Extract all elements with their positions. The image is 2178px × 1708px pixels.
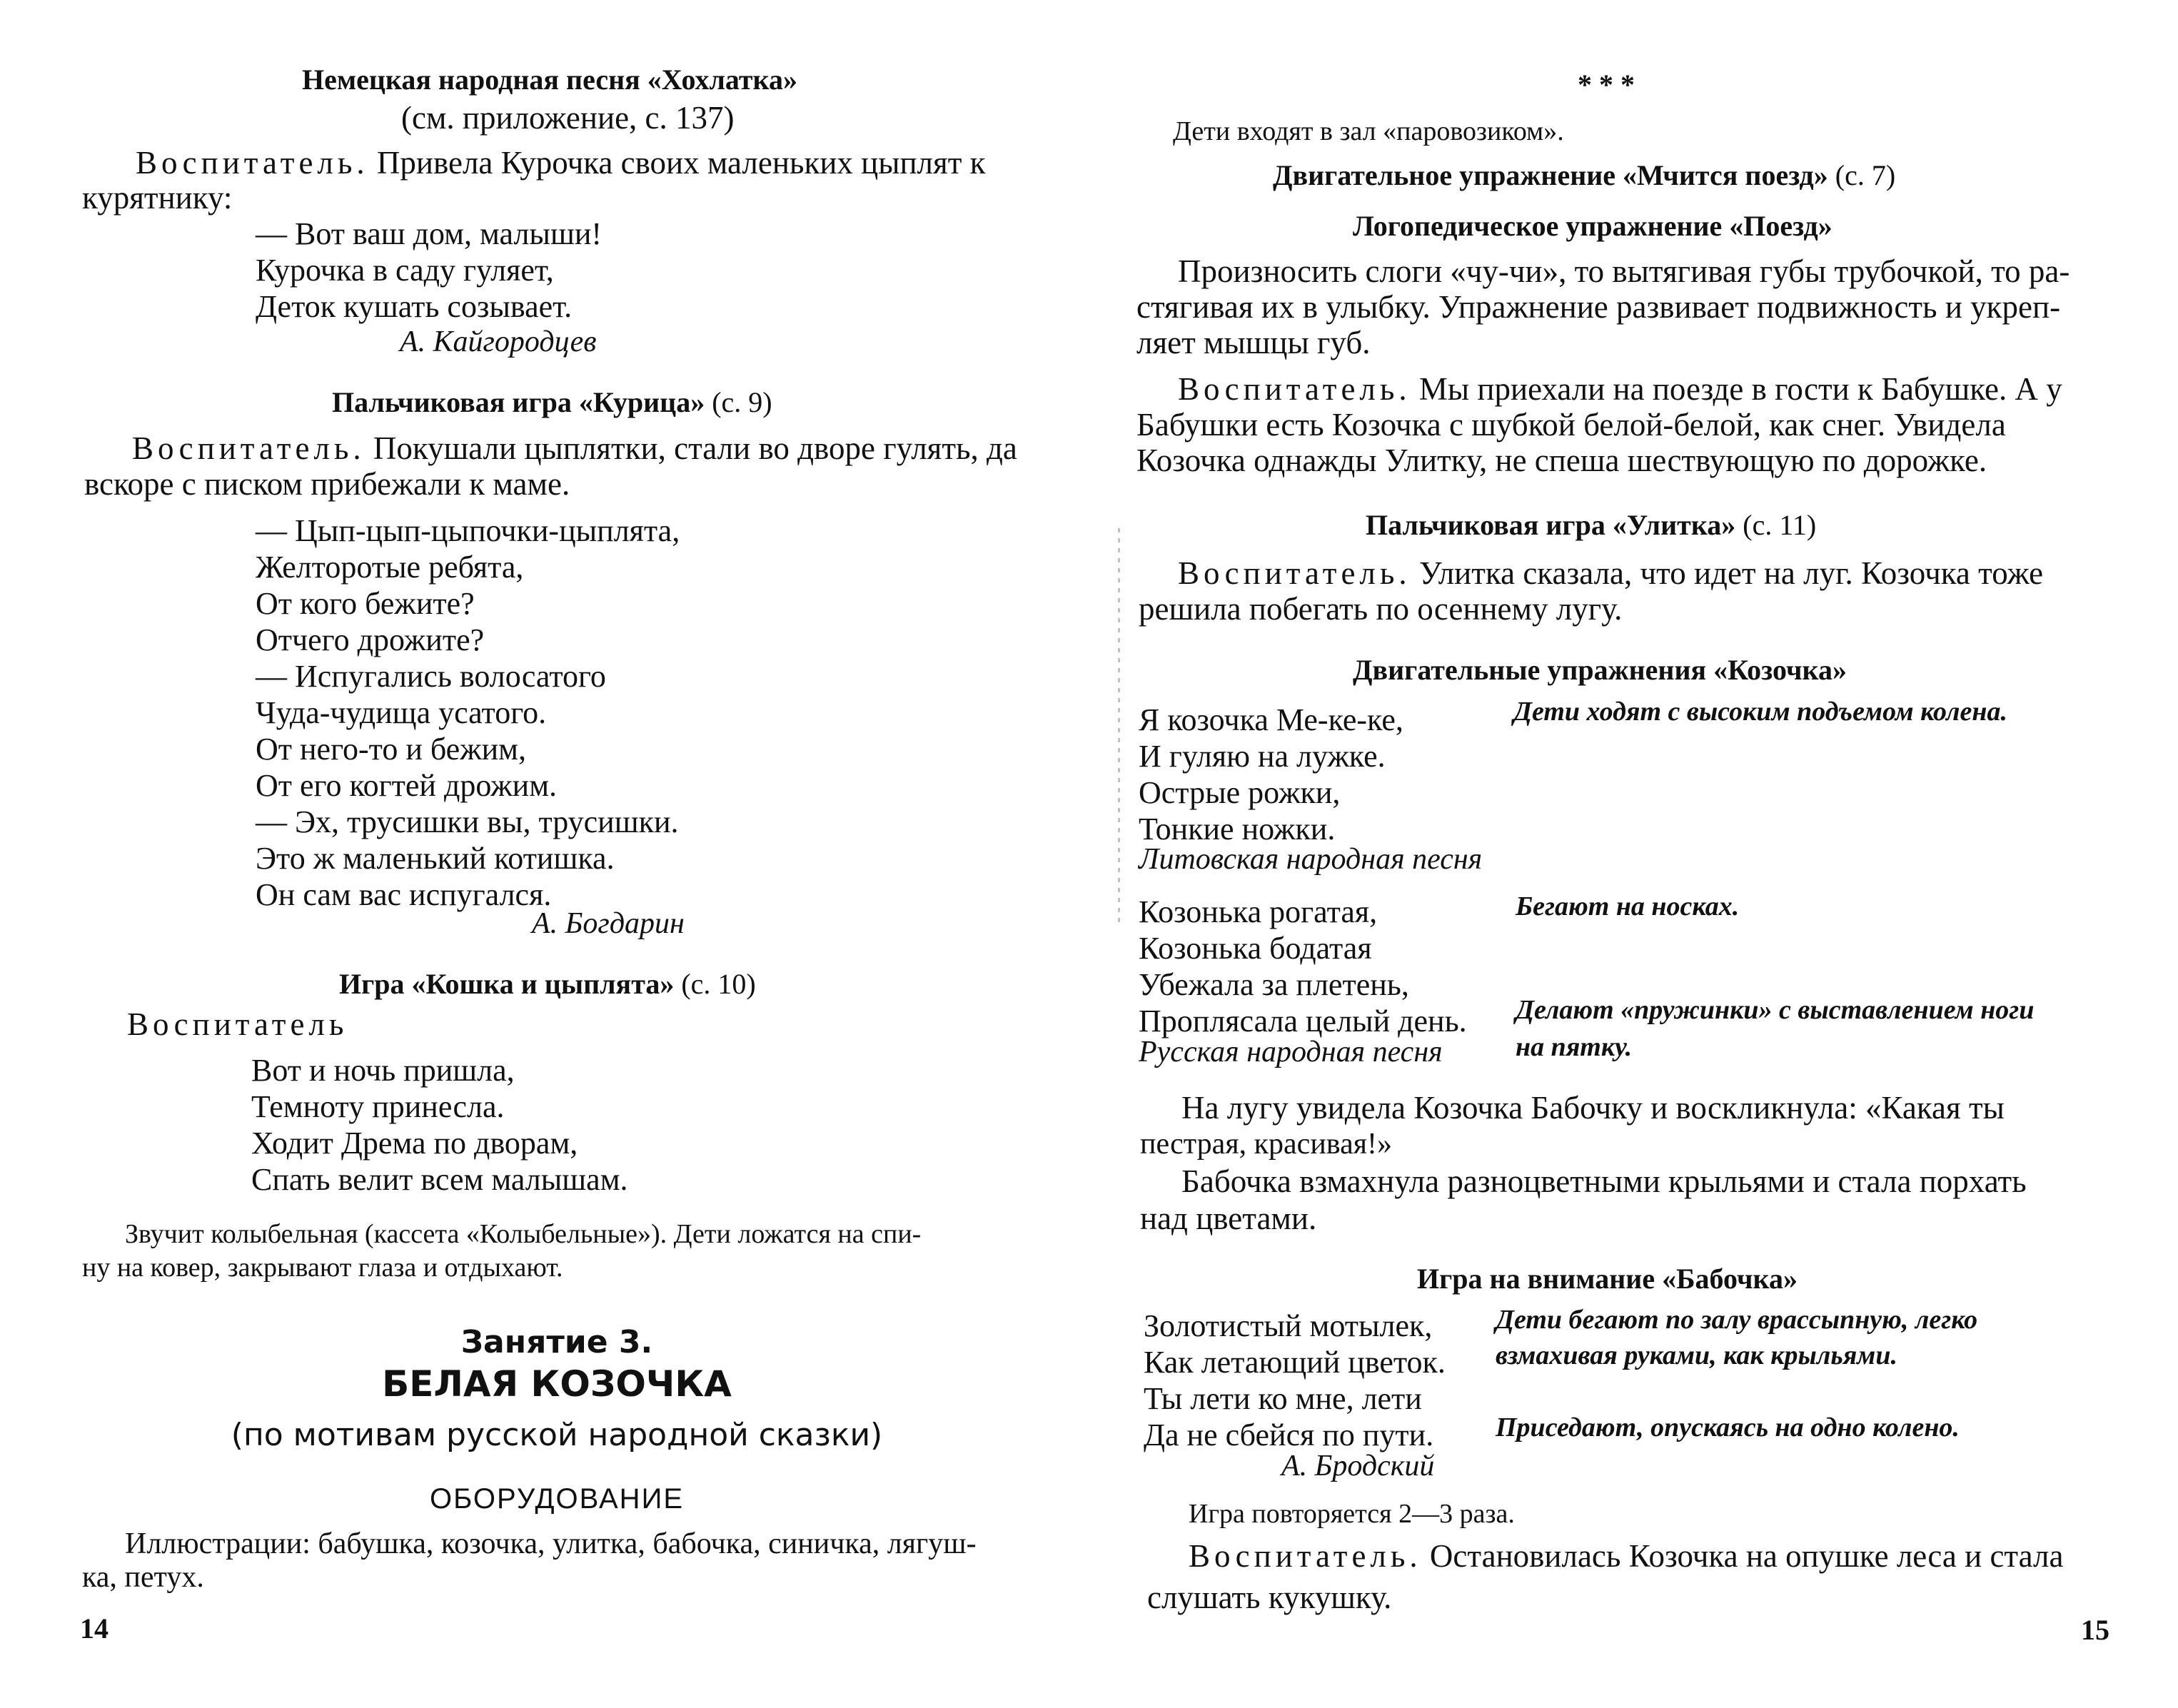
equipment-line-1: Иллюстрации: бабушка, козочка, улитка, бабочка, синичка, лягуш- [125,1527,977,1560]
poem-line: Спать велит всем малышам. [251,1162,628,1197]
song-heading: Немецкая народная песня «Хохлатка» [302,64,797,96]
speaker-label: Воспитатель. [1178,371,1411,407]
goat-exercise-heading: Двигательные упражнения «Козочка» [1353,654,1847,686]
paragraph-1-line-1: Воспитатель. Мы приехали на поезде в гости к Бабушке. А у [1178,371,2062,407]
verse-author: А. Бродский [1281,1450,1435,1482]
lesson-subtitle: (по мотивам русской народной сказки) [231,1417,883,1453]
poem-line: Вот и ночь пришла, [251,1053,515,1088]
motor-exercise-heading: Двигательное упражнение «Мчится поезд» (с. 7) [1273,159,1896,191]
logo-line-3: ляет мышцы губ. [1136,325,1371,360]
stage-direction: взмахивая руками, как крыльями. [1496,1340,1897,1370]
poem-line: Отчего дрожите? [256,622,485,657]
paragraph-2-line-1: Воспитатель. Покушали цыплятки, стали во дворе гулять, да [132,430,1017,466]
verse-line: И гуляю на лужке. [1139,739,1386,774]
speaker-label: Воспитатель. [1189,1538,1422,1574]
meadow-line-2: пестрая, красивая!» [1140,1128,1393,1161]
poem-line: От кого бежите? [256,586,475,621]
stage-direction: Дети ходят с высоким подъемом колена. [1513,697,2007,727]
poem-line: Темноту принесла. [251,1089,505,1124]
poem-line: От него-то и бежим, [256,732,527,767]
verse-line: Козонька бодатая [1139,931,1372,966]
poem-author: А. Богдарин [532,907,685,940]
stage-direction: на пятку. [1516,1032,1633,1062]
logo-line-2: стягивая их в улыбку. Упражнение развивает подвижность и укреп- [1136,289,2061,325]
speaker-label: Воспитатель [127,1006,348,1042]
butterfly-line-2: над цветами. [1140,1201,1317,1236]
equipment-line-2: ка, петух. [82,1561,204,1594]
verse-source: Литовская народная песня [1139,843,1483,876]
stage-direction: Бегают на носках. [1516,891,1740,921]
poem-line: — Вот ваш дом, малыши! [256,216,603,251]
verse-line: Убежала за плетень, [1139,967,1409,1002]
paragraph-1-line-2: Бабушки есть Козочка с шубкой белой-белой, как снег. Увидела [1136,407,2006,443]
paragraph-1-line-3: Козочка однажды Улитку, не спеша шествующую по дорожке. [1136,443,1987,478]
section-stars: * * * [1578,69,1635,101]
speaker-label: Воспитатель. [1178,555,1411,591]
intro-text: Дети входят в зал «паровозиком». [1173,116,1564,146]
stage-direction: Приседают, опускаясь на одно колено. [1496,1413,1960,1442]
stage-direction: Дети бегают по залу врассыпную, легко [1496,1305,1978,1335]
goat-verse-1 [1139,702,1403,847]
paragraph-1-line-2: курятнику: [82,180,233,216]
verse-line: Золотистый мотылек, [1144,1308,1433,1343]
verse-line: Острые рожки, [1139,775,1341,810]
poem-line: Деток кушать созывает. [256,289,573,324]
verse-line: Да не сбейся по пути. [1144,1418,1434,1452]
lesson-title: БЕЛАЯ КОЗОЧКА [382,1363,732,1405]
poem-night [251,1052,628,1198]
poem-line: Желторотые ребята, [256,550,524,585]
paragraph-3-line-1: Воспитатель. Остановилась Козочка на опушке леса и стала [1189,1538,2064,1574]
poem-line: — Цып-цып-цыпочки-цыплята, [256,513,680,548]
logo-exercise-heading: Логопедическое упражнение «Поезд» [1353,210,1832,242]
poem-line: — Эх, трусишки вы, трусишки. [256,804,679,839]
poem-author: А. Кайгородцев [400,325,597,358]
paragraph-3-line-2: слушать кукушку. [1147,1580,1392,1615]
verse-line: Тонкие ножки. [1139,812,1336,847]
butterfly-verse [1144,1308,1446,1453]
poem-line: — Испугались волосатого [256,659,606,694]
verse-line: Как летающий цветок. [1144,1345,1446,1380]
butterfly-line-1: Бабочка взмахнула разноцветными крыльями и стала порхать [1181,1163,2027,1199]
equipment-heading: ОБОРУДОВАНИЕ [430,1483,684,1515]
paragraph-2-line-2: решила побегать по осеннему лугу. [1139,591,1623,627]
lullaby-line-2: ну на ковер, закрывают глаза и отдыхают. [82,1253,563,1283]
speaker-label: Воспитатель. [132,430,365,466]
poem-line: Он сам вас испугался. [256,877,552,912]
song-reference: (см. приложение, с. 137) [401,100,735,136]
page-number: 15 [2081,1614,2109,1646]
verse-line: Ты лети ко мне, лети [1144,1381,1422,1416]
stage-direction: Делают «пружинки» с выставлением ноги [1516,995,2035,1025]
snail-game-heading: Пальчиковая игра «Улитка» (с. 11) [1366,509,1817,541]
paragraph-2-line-2: вскоре с писком прибежали к маме. [84,466,570,502]
right-page [1089,0,2178,1708]
goat-verse-2 [1139,894,1467,1039]
repeat-note: Игра повторяется 2—3 раза. [1189,1499,1515,1529]
paragraph-2-line-1: Воспитатель. Улитка сказала, что идет на луг. Козочка тоже [1178,555,2044,591]
verse-line: Я козочка Ме-ке-ке, [1139,702,1403,737]
verse-line: Козонька рогатая, [1139,894,1378,929]
cat-game-heading: Игра «Кошка и цыплята» (с. 10) [339,968,756,1000]
paragraph-1-line-1: Воспитатель. Привела Курочка своих маленьких цыплят к [136,145,986,181]
speaker-label: Воспитатель. [136,145,369,181]
poem-line: От его когтей дрожим. [256,768,558,803]
logo-line-1: Произносить слоги «чу-чи», то вытягивая губы трубочкой, то ра- [1178,253,2070,289]
attention-game-heading: Игра на внимание «Бабочка» [1417,1263,1798,1295]
lullaby-line-1: Звучит колыбельная (кассета «Колыбельные»). Дети ложатся на спи- [125,1219,922,1249]
poem-line: Это ж маленький котишка. [256,841,615,876]
poem-chicks [256,512,680,913]
meadow-line-1: На лугу увидела Козочка Бабочку и воскликнула: «Какая ты [1181,1090,2005,1126]
poem-line: Ходит Дрема по дворам, [251,1126,578,1161]
lesson-number: Занятие 3. [460,1324,653,1360]
page-number: 14 [80,1612,109,1644]
verse-source: Русская народная песня [1139,1036,1443,1068]
verse-line: Проплясала целый день. [1139,1004,1467,1039]
finger-game-heading: Пальчиковая игра «Курица» (с. 9) [332,386,772,418]
poem-khokhlatka [256,216,602,325]
poem-line: Курочка в саду гуляет, [256,253,554,288]
poem-line: Чуда-чудища усатого. [256,695,547,730]
